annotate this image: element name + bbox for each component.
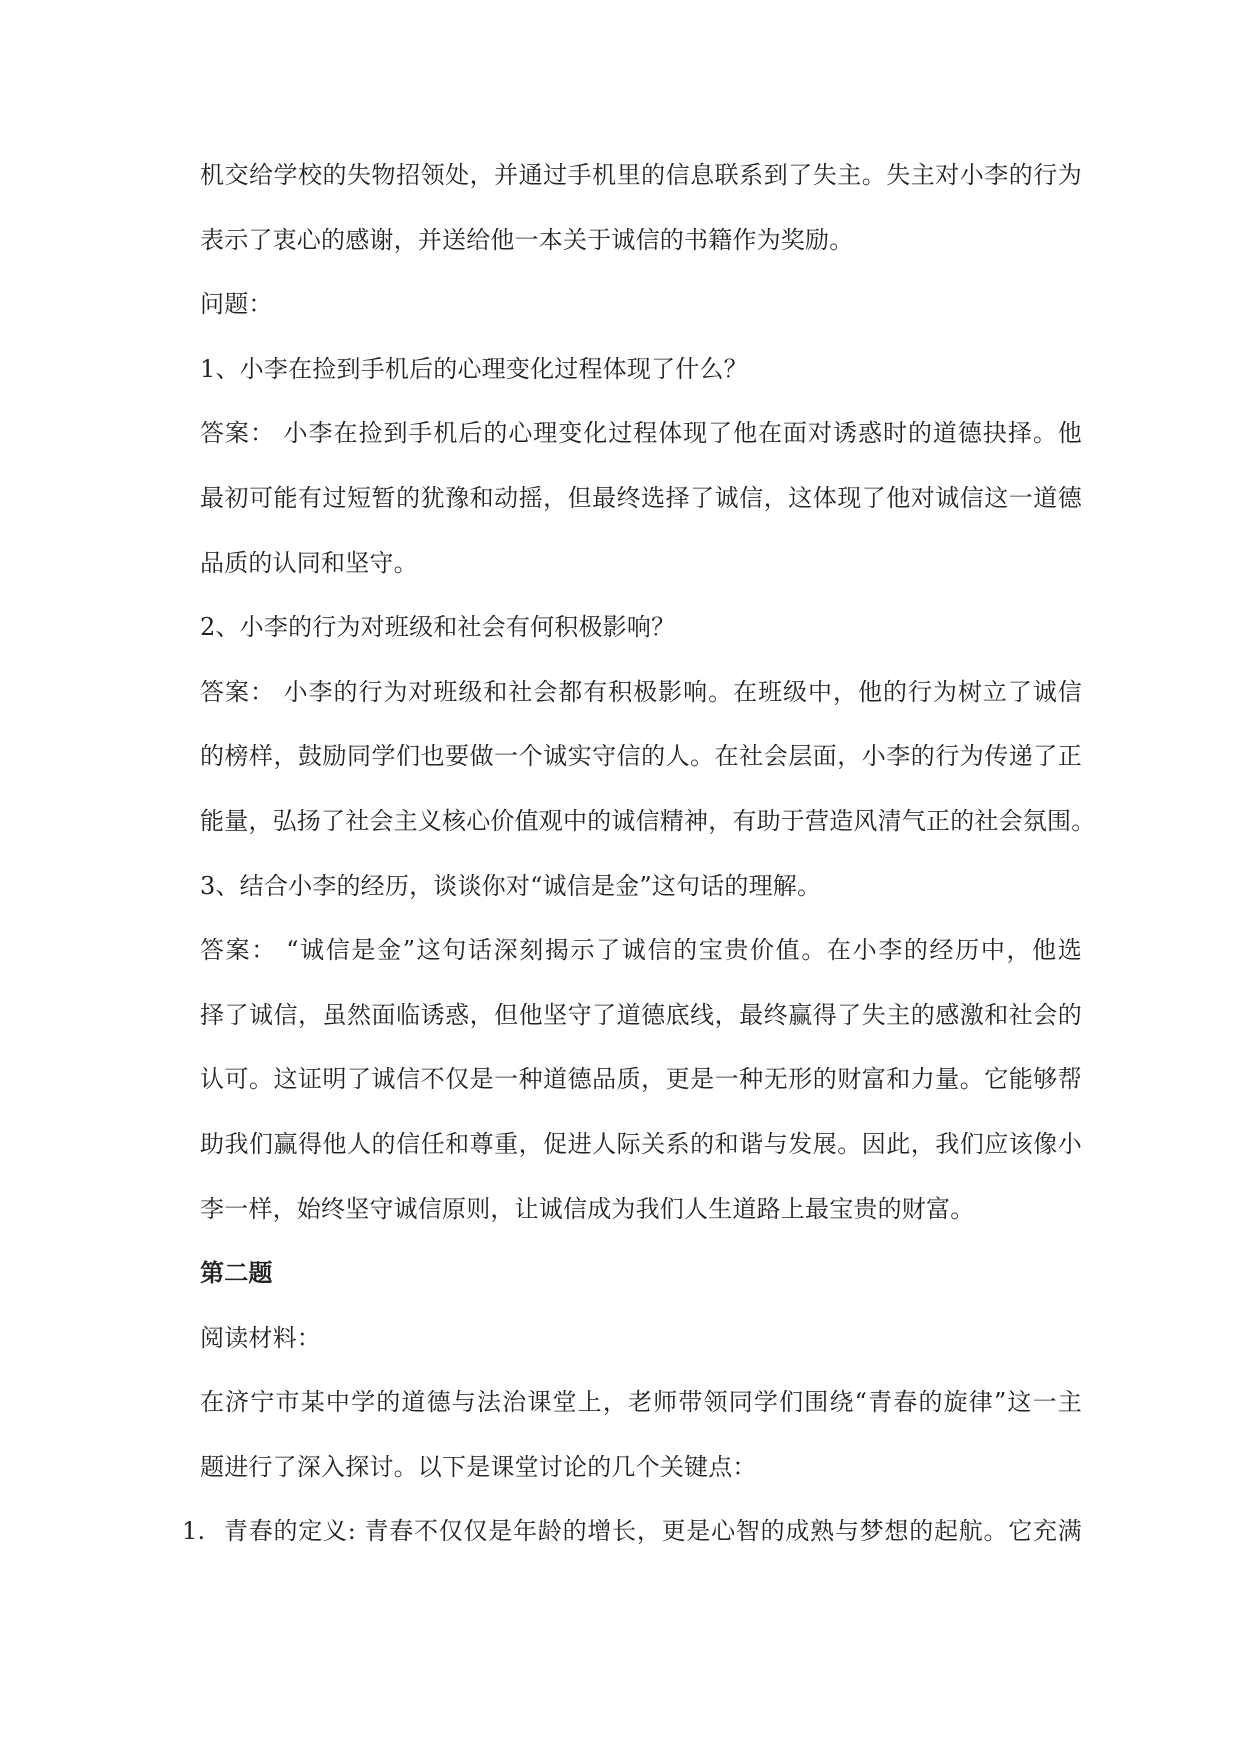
list-item-number: 1. (182, 1517, 206, 1546)
answer-3-line: 助我们赢得他人的信任和尊重，促进人际关系的和谐与发展。因此，我们应该像小 (200, 1129, 1082, 1158)
material-paragraph-line: 在济宁市某中学的道德与法治课堂上，老师带领同学们围绕“青春的旋律”这一主 (200, 1388, 1082, 1417)
answer-2-line: 答案： 小李的行为对班级和社会都有积极影响。在班级中，他的行为树立了诚信 (200, 677, 1082, 706)
answer-1-line: 品质的认同和坚守。 (200, 548, 418, 577)
answer-3-line: 答案： “诚信是金”这句话深刻揭示了诚信的宝贵价值。在小李的经历中，他选 (200, 936, 1082, 965)
answer-3-line: 认可。这证明了诚信不仅是一种道德品质，更是一种无形的财富和力量。它能够帮 (200, 1065, 1082, 1094)
answer-2-line: 的榜样，鼓励同学们也要做一个诚实守信的人。在社会层面，小李的行为传递了正 (200, 742, 1082, 771)
answer-2-line: 能量，弘扬了社会主义核心价值观中的诚信精神，有助于营造风清气正的社会氛围。 (200, 806, 1096, 835)
reading-material-label: 阅读材料： (200, 1323, 321, 1352)
section-heading: 第二题 (200, 1258, 273, 1288)
story-paragraph-line: 表示了衷心的感谢，并送给他一本关于诚信的书籍作为奖励。 (200, 225, 854, 254)
answer-1-line: 最初可能有过短暂的犹豫和动摇，但最终选择了诚信，这体现了他对诚信这一道德 (200, 483, 1082, 512)
answer-3-line: 择了诚信，虽然面临诱惑，但他坚守了道德底线，最终赢得了失主的感激和社会的 (200, 1000, 1082, 1029)
list-item (182, 1499, 1082, 1564)
material-paragraph-line: 题进行了深入探讨。以下是课堂讨论的几个关键点： (200, 1452, 757, 1481)
question-2: 2、小李的行为对班级和社会有何积极影响？ (200, 613, 676, 642)
question-1: 1、小李在捡到手机后的心理变化过程体现了什么？ (200, 354, 748, 383)
document-body (182, 143, 1096, 1564)
questions-heading: 问题： (200, 290, 273, 319)
story-paragraph-line: 机交给学校的失物招领处，并通过手机里的信息联系到了失主。失主对小李的行为 (200, 161, 1082, 189)
question-3: 3、结合小李的经历，谈谈你对“诚信是金”这句话的理解。 (200, 871, 822, 900)
answer-1-line: 答案： 小李在捡到手机后的心理变化过程体现了他在面对诱惑时的道德抉择。他 (200, 419, 1082, 448)
list-item-text: 青春的定义: 青春不仅仅是年龄的增长，更是心智的成熟与梦想的起航。它充满 (224, 1517, 1082, 1546)
answer-3-line: 李一样，始终坚守诚信原则，让诚信成为我们人生道路上最宝贵的财富。 (200, 1194, 975, 1223)
